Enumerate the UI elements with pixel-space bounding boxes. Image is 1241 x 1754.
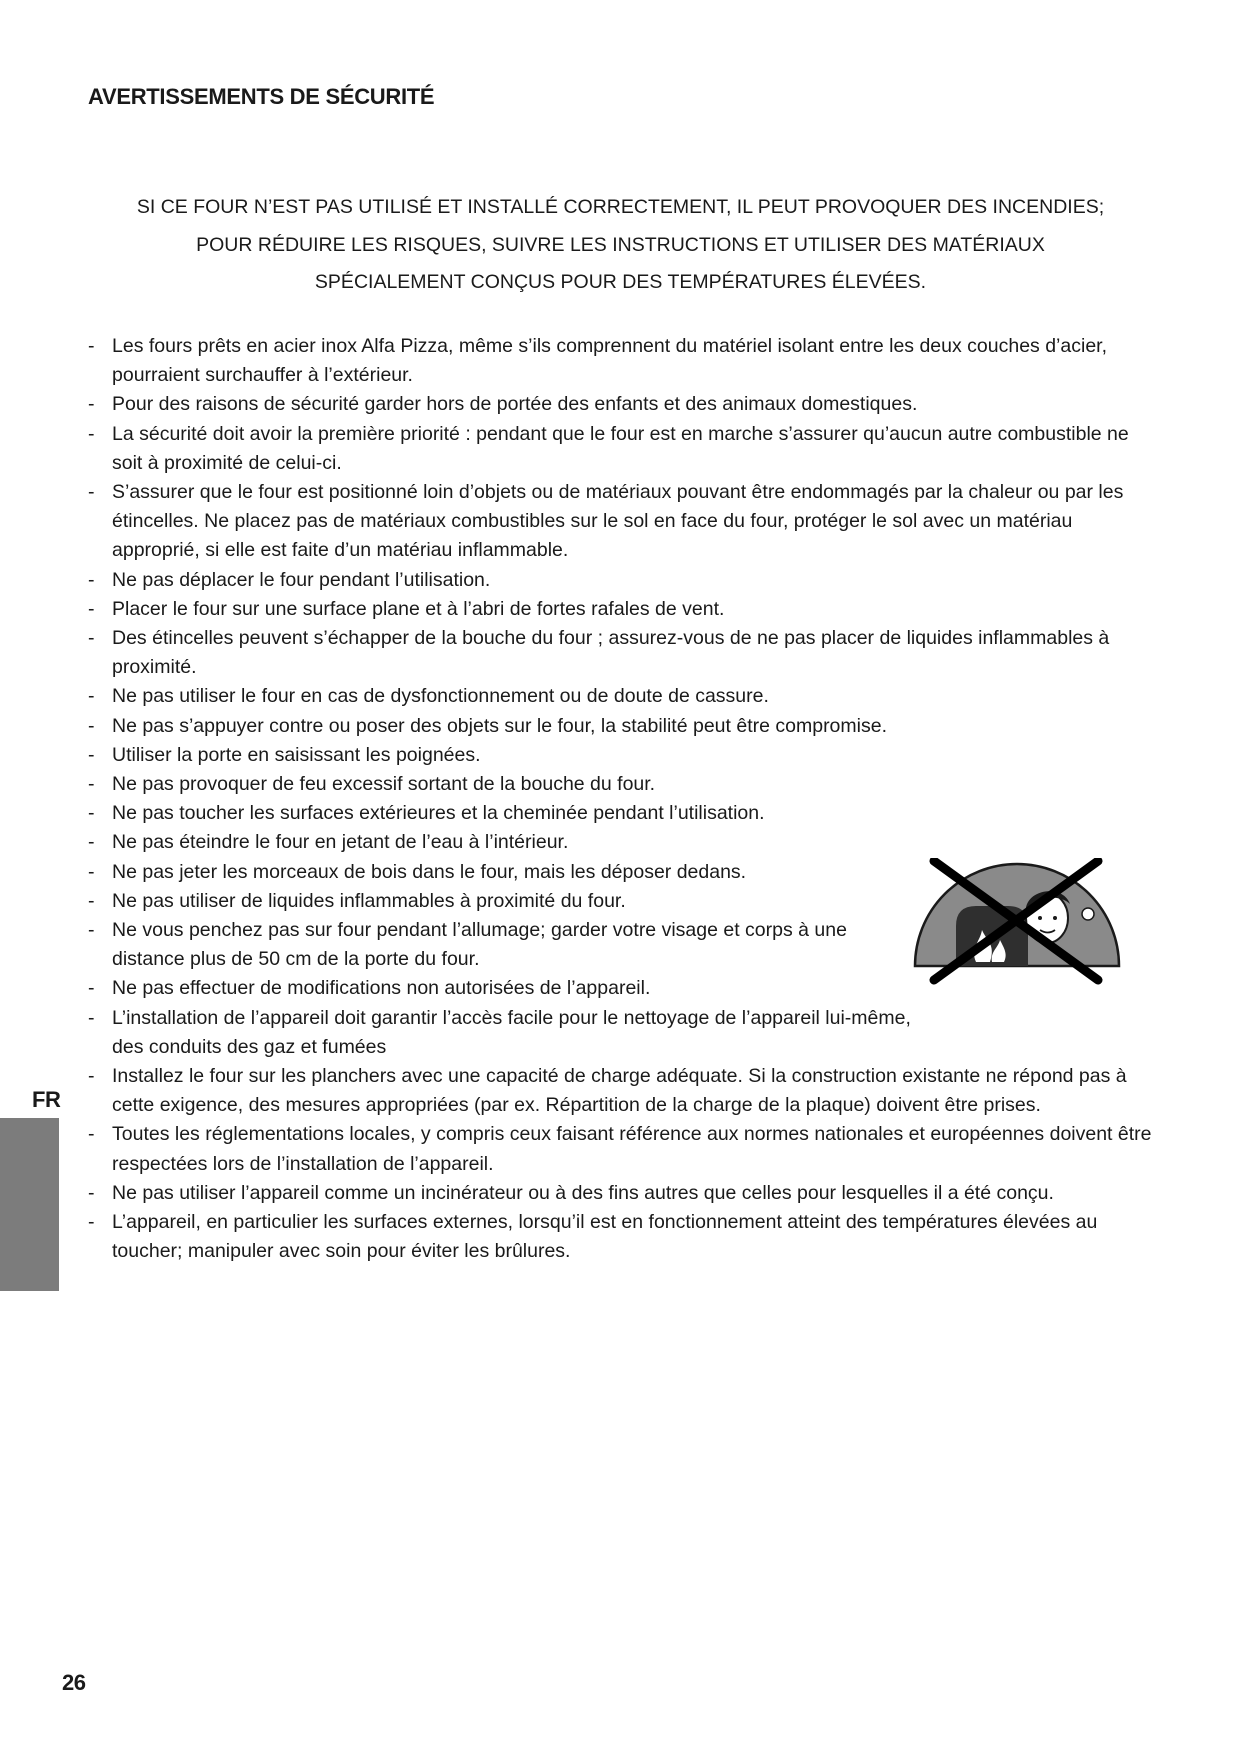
list-item	[88, 1062, 1153, 1120]
list-item-text: La sécurité doit avoir la première priorité : pendant que le four est en marche s’assurer qu’aucun autre combustible ne soit à proximité de celui-ci.	[112, 422, 1129, 474]
warning-line: SI CE FOUR N’EST PAS UTILISÉ ET INSTALLÉ CORRECTEMENT, IL PEUT PROVOQUER DES INCENDIES;	[136, 196, 1105, 218]
list-item	[88, 420, 1153, 478]
list-dash: -	[88, 627, 95, 650]
list-dash: -	[88, 1123, 95, 1146]
list-item-text: Ne pas déplacer le four pendant l’utilisation.	[112, 568, 491, 591]
list-item	[88, 595, 1153, 624]
warning-line: POUR RÉDUIRE LES RISQUES, SUIVRE LES INSTRUCTIONS ET UTILISER DES MATÉRIAUX	[196, 233, 1045, 256]
list-item-text: Ne pas provoquer de feu excessif sortant de la bouche du four.	[112, 773, 656, 796]
list-item	[88, 332, 1153, 390]
list-dash: -	[88, 335, 95, 357]
list-dash: -	[88, 977, 95, 1000]
list-item-text: Ne pas effectuer de modifications non autorisées de l’appareil.	[112, 977, 651, 1000]
list-item	[88, 682, 1153, 711]
warning-line: SPÉCIALEMENT CONÇUS POUR DES TEMPÉRATURES ÉLEVÉES.	[314, 271, 927, 293]
page-number: 26	[62, 1670, 86, 1695]
list-dash: -	[88, 743, 95, 766]
list-item-text: Toutes les réglementations locales, y compris ceux faisant référence aux normes nationales et européennes doivent être respectées lors de l’installation de l’appareil.	[112, 1123, 1152, 1175]
list-dash: -	[88, 1211, 95, 1234]
list-item-text: Placer le four sur une surface plane et à l’abri de fortes rafales de vent.	[112, 597, 725, 620]
list-item	[88, 566, 1153, 595]
list-item	[88, 799, 1153, 828]
list-item	[88, 828, 1153, 857]
list-item-text: Ne pas utiliser l’appareil comme un incinérateur ou à des fins autres que celles pour lesquelles il a été conçu.	[112, 1181, 1054, 1204]
list-item-text: Ne pas s’appuyer contre ou poser des objets sur le four, la stabilité peut être compromise.	[112, 714, 887, 737]
list-dash: -	[88, 393, 95, 416]
list-item	[88, 624, 1153, 682]
list-item-text: Ne vous penchez pas sur four pendant l’allumage; garder votre visage et corps à une distance plus de 50 cm de la porte du four.	[112, 919, 847, 971]
list-item-text: Ne pas jeter les morceaux de bois dans le four, mais les déposer dedans.	[112, 860, 747, 883]
list-item	[88, 1179, 1153, 1208]
safety-warning	[100, 189, 1141, 302]
list-item-text: Ne pas éteindre le four en jetant de l’eau à l’intérieur.	[112, 831, 569, 854]
list-item	[88, 770, 1153, 799]
list-dash: -	[88, 889, 95, 912]
list-dash: -	[88, 773, 95, 796]
list-item-text: L’appareil, en particulier les surfaces externes, lorsqu’il est en fonctionnement atteint des températures élevées au toucher; manipuler avec soin pour éviter les brûlures.	[112, 1211, 1098, 1263]
page-title: AVERTISSEMENTS DE SÉCURITÉ	[88, 84, 435, 109]
list-item-text: Installez le four sur les planchers avec une capacité de charge adéquate. Si la construction existante ne répond pas à cette exigence, des mesures appropriées (par ex. Répartition de la charge de la plaque) doivent être prises.	[112, 1065, 1127, 1117]
list-item	[88, 1120, 1153, 1178]
list-item-text: Ne pas utiliser de liquides inflammables à proximité du four.	[112, 889, 626, 912]
list-dash: -	[88, 568, 95, 591]
list-item-text: Des étincelles peuvent s’échapper de la bouche du four ; assurez-vous de ne pas placer de liquides inflammables à proximité.	[112, 627, 1110, 679]
list-dash: -	[88, 597, 95, 620]
list-item-text: L’installation de l’appareil doit garantir l’accès facile pour le nettoyage de l’appareil lui-même, des conduits des gaz et fumées	[112, 1006, 911, 1058]
list-dash: -	[88, 422, 95, 445]
list-dash: -	[88, 481, 95, 504]
list-dash: -	[88, 860, 95, 883]
list-dash: -	[88, 685, 95, 708]
list-item-text: S’assurer que le four est positionné loin d’objets ou de matériaux pouvant être endommagés par la chaleur ou par les étincelles. Ne placez pas de matériaux combustibles sur le sol en face du four, protéger le sol avec un matériau approprié, si elle est faite d’un matériau inflammable.	[112, 481, 1124, 562]
list-item	[88, 478, 1153, 566]
list-item-text: Pour des raisons de sécurité garder hors de portée des enfants et des animaux domestiques.	[112, 393, 918, 416]
list-item-text: Ne pas toucher les surfaces extérieures et la cheminée pendant l’utilisation.	[112, 802, 765, 825]
list-item	[88, 741, 1153, 770]
list-dash: -	[88, 802, 95, 825]
list-dash: -	[88, 714, 95, 737]
list-dash: -	[88, 1065, 95, 1088]
list-item-text: Ne pas utiliser le four en cas de dysfonctionnement ou de doute de cassure.	[112, 685, 769, 708]
list-dash: -	[88, 1006, 95, 1029]
list-dash: -	[88, 919, 95, 942]
list-dash: -	[88, 1181, 95, 1204]
list-item	[88, 712, 1153, 741]
list-item-text: Utiliser la porte en saisissant les poignées.	[112, 743, 481, 766]
no-leaning-over-oven-icon	[912, 858, 1124, 985]
list-item-text: Les fours prêts en acier inox Alfa Pizza, même s’ils comprennent du matériel isolant entre les deux couches d’acier, pourraient surchauffer à l’extérieur.	[112, 335, 1107, 387]
language-label: FR	[32, 1087, 61, 1112]
safety-list	[88, 332, 1153, 1267]
list-item	[88, 390, 1153, 419]
language-tab	[0, 1118, 59, 1291]
list-dash: -	[88, 831, 95, 854]
list-item	[88, 1004, 1153, 1062]
list-item	[88, 1208, 1153, 1266]
